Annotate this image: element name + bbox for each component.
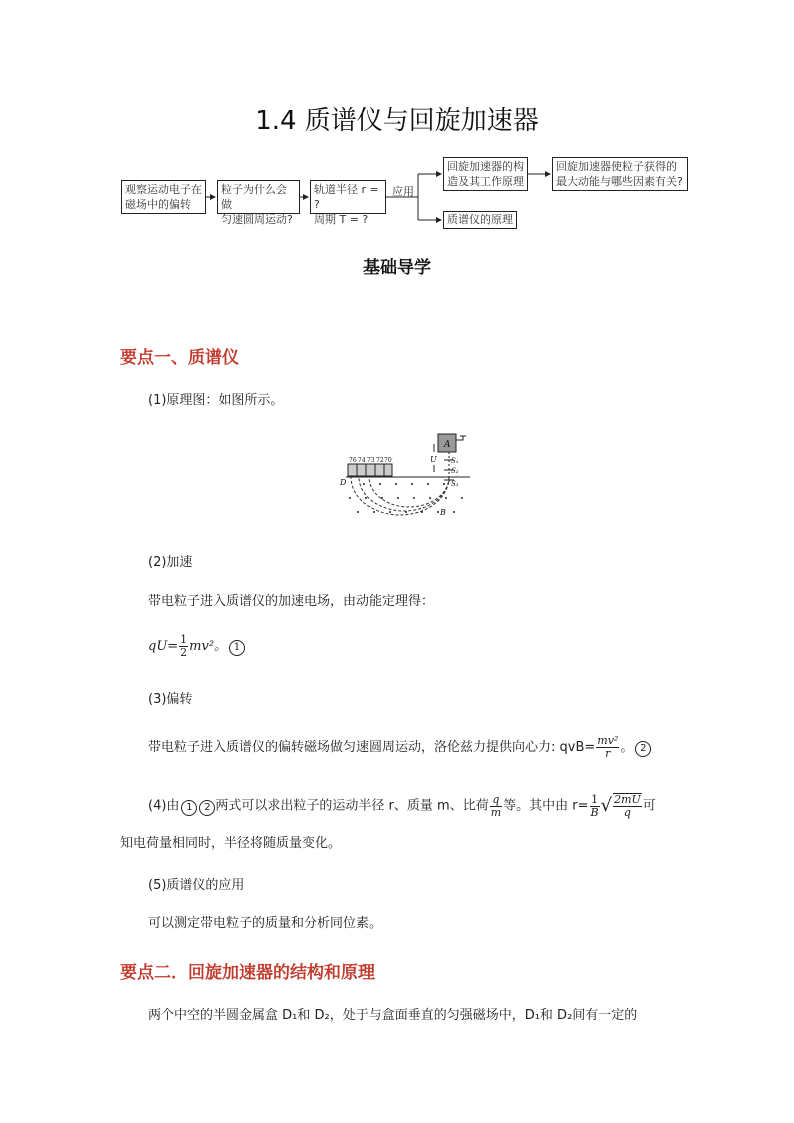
diagram-mass-74: 74 [358,457,366,464]
s1-accelerate-text: 带电粒子进入质谱仪的加速电场，由动能定理得： [148,594,435,609]
mass-spectrometer-diagram [340,430,480,525]
diagram-label-B: B [440,508,446,517]
diagram-label-S1: S₁ [451,457,459,465]
eq2-fraction [596,735,619,760]
eq1-num: 1 [180,633,188,646]
page-title: 1.4 质谱仪与回旋加速器 [255,106,539,136]
diagram-label-S3: S₃ [451,480,459,488]
sqrt-num: 2mU [614,793,641,806]
flow-box-observe-line2: 磁场中的偏转 [125,198,191,211]
s1-deflect-heading: (3)偏转 [148,692,193,707]
eq1-marker: 1 [229,640,245,656]
s1-application-heading: (5)质谱仪的应用 [148,878,245,893]
section2-heading: 要点二．回旋加速器的结构和原理 [120,963,375,983]
diagram-mass-70: 70 [384,457,392,464]
section-subtitle: 基础导学 [363,258,431,278]
s1-application-text: 可以测定带电粒子的质量和分析同位素。 [148,916,383,931]
s1-principle-line: (1)原理图：如图所示。 [148,393,284,408]
flow-box-cyclotron-line1: 回旋加速器的构 [447,160,524,173]
derive-b: 两式可以求出粒子的运动半径 r、质量 m、比荷 [215,798,489,814]
ratio-num: q [490,794,502,807]
s1-deflect-text [148,734,651,762]
diagram-label-D: D [340,478,347,487]
flow-box-max-energy-line2: 最大动能与哪些因素有关? [556,175,683,188]
diagram-mass-72: 72 [376,457,384,464]
charge-mass-ratio [490,794,502,819]
flow-box-why-line1: 粒子为什么会做 [221,183,287,211]
eq1-den: 2 [180,646,188,659]
flow-box-radius-line1: 轨道半径 r = ? [314,183,379,211]
deflect-text: 带电粒子进入质谱仪的偏转磁场做匀速圆周运动，洛伦兹力提供向心力: qvB= [148,740,596,755]
flow-box-observe-line1: 观察运动电子在 [125,183,202,196]
derive-a: (4)由 [148,798,180,814]
coef-num: 1 [591,792,599,806]
ratio-den: m [490,805,502,819]
equation-1 [148,633,245,661]
diagram-label-S2: S₂ [451,467,459,475]
flow-box-radius-line2: 周期 T = ? [314,213,369,226]
diagram-mass-73: 73 [367,457,375,464]
eq2-den: r [605,747,611,760]
flow-apply-label: 应用 [392,185,414,198]
derive-marker-1: 1 [181,800,197,816]
s1-derive-line2: 知电荷量相同时，半径将随质量变化。 [120,836,342,851]
eq2-num: mv² [597,734,619,747]
flow-box-max-energy-line1: 回旋加速器使粒子获得的 [556,160,677,173]
derive-c: 等。其中由 r= [503,798,589,814]
eq2-marker: 2 [635,741,651,757]
sqrt-den: q [623,806,631,819]
s1-accelerate-heading: (2)加速 [148,555,193,570]
s2-paragraph-line1: 两个中空的半圆金属盒 D₁和 D₂，处于与盒面垂直的匀强磁场中，D₁和 D₂间有一定的 [148,1008,638,1023]
coef-den: B [590,805,599,819]
diagram-label-U: U [430,455,437,464]
sqrt-fraction [613,793,642,819]
flow-box-mass-spec-line1: 质谱仪的原理 [447,213,513,226]
eq1-left: qU= [148,639,179,654]
radius-coefficient [590,794,600,819]
eq2-end: 。 [620,740,634,755]
diagram-label-A: A [444,440,451,450]
section1-heading: 要点一、质谱仪 [120,348,239,368]
derive-marker-2: 2 [199,800,215,816]
sqrt-icon: √ [600,795,613,816]
flow-box-cyclotron-line2: 造及其工作原理 [447,175,524,188]
eq1-right: mv²。 [189,639,228,654]
flow-box-why-line2: 匀速圆周运动? [221,213,293,226]
eq1-fraction [179,634,188,659]
flowchart-arrows [0,0,794,240]
s1-derive-line [148,790,656,823]
magnetic-field-dots [349,483,463,513]
diagram-mass-76: 76 [349,457,357,464]
derive-d: 可 [642,798,656,814]
